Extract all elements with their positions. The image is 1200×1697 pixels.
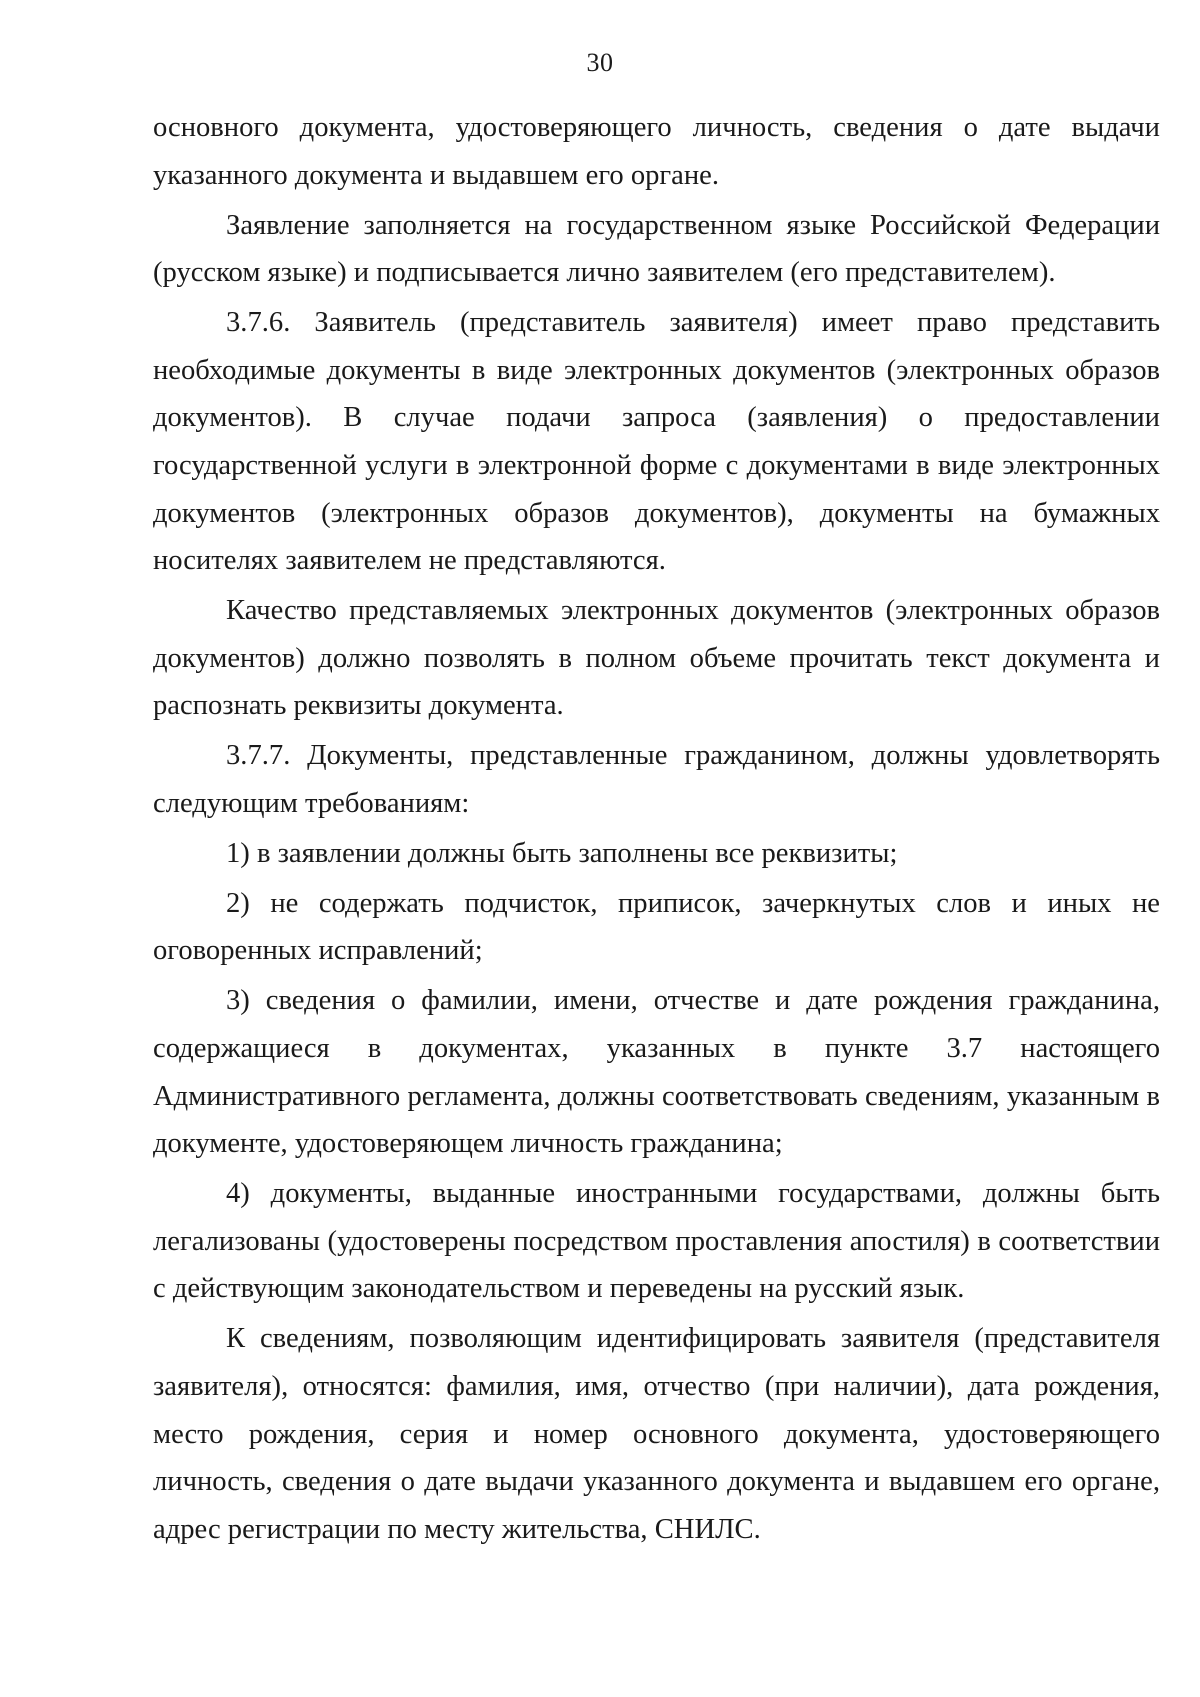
list-item-4: 4) документы, выданные иностранными государствами, должны быть легализованы (удостоверены посредством проставления апостиля) в соответствии с действующим законодательством и переведены на русский язык.	[153, 1178, 1160, 1305]
list-item-2: 2) не содержать подчисток, приписок, зачеркнутых слов и иных не оговоренных исправлений;	[153, 887, 1160, 967]
page-number: 30	[586, 48, 614, 77]
paragraph-language-requirement: Заявление заполняется на государственном языке Российской Федерации (русском языке) и подписывается лично заявителем (его представителем).	[153, 209, 1160, 289]
paragraph-continuation: основного документа, удостоверяющего личность, сведения о дате выдачи указанного документа и выдавшем его органе.	[153, 112, 1160, 191]
list-item-3: 3) сведения о фамилии, имени, отчестве и дате рождения гражданина, содержащиеся в документах, указанных в пункте 3.7 настоящего Административного регламента, должны соответствовать сведениям, указанным в документе, удостоверяющем личность гражданина;	[153, 985, 1160, 1160]
paragraph-electronic-quality: Качество представляемых электронных документов (электронных образов документов) должно позволять в полном объеме прочитать текст документа и распознать реквизиты документа.	[153, 595, 1160, 722]
list-item-1: 1) в заявлении должны быть заполнены все реквизиты;	[226, 837, 898, 869]
paragraph-3-7-6: 3.7.6. Заявитель (представитель заявителя) имеет право представить необходимые документы в виде электронных документов (электронных образов документов). В случае подачи запроса (заявления) о предоставлении государственной услуги в электронной форме с документами в виде электронных документов (электронных образов документов), документы на бумажных носителях заявителем не представляются.	[153, 307, 1160, 577]
paragraph-identification-info: К сведениям, позволяющим идентифицировать заявителя (представителя заявителя), относятся: фамилия, имя, отчество (при наличии), дата рождения, место рождения, серия и номер основного документа, удостоверяющего личность, сведения о дате выдачи указанного документа и выдавшем его органе, адрес регистрации по месту жительства, СНИЛС.	[153, 1323, 1160, 1545]
paragraph-3-7-7: 3.7.7. Документы, представленные гражданином, должны удовлетворять следующим требованиям:	[153, 740, 1160, 819]
document-body	[153, 104, 1160, 1556]
